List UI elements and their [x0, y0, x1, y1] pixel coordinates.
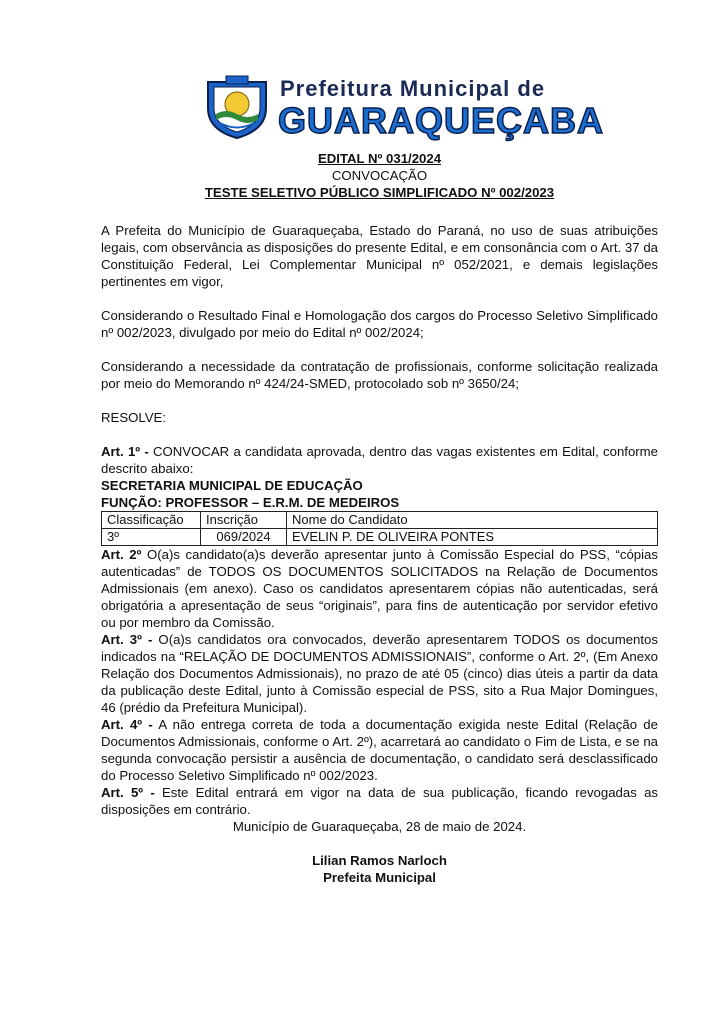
- municipal-crest-logo: [202, 74, 272, 140]
- date-line: Município de Guaraqueçaba, 28 de maio de 2024.: [232, 819, 527, 834]
- secretaria-heading: SECRETARIA MUNICIPAL DE EDUCAÇÃO: [101, 478, 363, 493]
- article-5-text: Este Edital entrará em vigor na data de sua publicação, ficando revogadas as disposições em contrário.: [101, 785, 658, 817]
- cell-inscricao: 069/2024: [201, 529, 287, 546]
- article-2-text: O(a)s candidato(a)s deverão apresentar junto à Comissão Especial do PSS, “cópias autenticadas” de TODOS OS DOCUMENTOS SOLICITADOS na Relação de Documentos Admissionais (em anexo). Caso os candidatos apresentarem cópias não autenticadas, será obrigatória a apresentação de seus “originais”, para fins de autenticação por servidor efetivo ou por membro da Comissão.: [101, 547, 658, 630]
- article-3: [101, 631, 658, 716]
- article-1-label: Art. 1º -: [101, 444, 149, 459]
- table-row: [102, 529, 658, 546]
- teste-seletivo-heading: TESTE SELETIVO PÚBLICO SIMPLIFICADO Nº 002/2023: [204, 185, 555, 200]
- header-inscricao: Inscrição: [201, 512, 287, 529]
- article-1-text: CONVOCAR a candidata aprovada, dentro das vagas existentes em Edital, conforme descrito abaixo:: [101, 444, 658, 476]
- convocacao-heading: CONVOCAÇÃO: [331, 168, 428, 183]
- funcao-heading: FUNÇÃO: PROFESSOR – E.R.M. DE MEDEIROS: [101, 495, 400, 510]
- article-2: [101, 546, 658, 631]
- letterhead-line1: Prefeitura Municipal de: [280, 76, 546, 101]
- article-3-text: O(a)s candidatos ora convocados, deverão apresentarem TODOS os documentos indicados na “RELAÇÃO DE DOCUMENTOS ADMISSIONAIS”, conforme o Art. 2º, (Em Anexo Relação dos Documentos Admissionais), no prazo de até 05 (cinco) dias úteis a partir da data da publicação deste Edital, junto à Comissão especial de PSS, sito a Rua Major Domingues, 46 (prédio da Prefeitura Municipal).: [101, 632, 658, 715]
- letterhead: [202, 74, 604, 144]
- article-4: [101, 716, 658, 784]
- article-5: [101, 784, 658, 818]
- cell-classificacao: 3º: [102, 529, 201, 546]
- letterhead-line2: GUARAQUEÇABA: [278, 100, 604, 141]
- considerando-resultado: Considerando o Resultado Final e Homologação dos cargos do Processo Seletivo Simplificado nº 002/2023, divulgado por meio do Edital nº 002/2024;: [101, 308, 658, 340]
- article-2-label: Art. 2º: [101, 547, 142, 562]
- document-body: [101, 150, 658, 886]
- edital-number: EDITAL Nº 031/2024: [317, 151, 442, 166]
- article-4-label: Art. 4º -: [101, 717, 153, 732]
- header-nome: Nome do Candidato: [287, 512, 658, 529]
- considerando-necessidade: Considerando a necessidade da contratação de profissionais, conforme solicitação realizada por meio do Memorando nº 424/24-SMED, protocolado sob nº 3650/24;: [101, 359, 658, 391]
- resolve-label: RESOLVE:: [101, 410, 166, 425]
- article-4-text: A não entrega correta de toda a documentação exigida neste Edital (Relação de Documentos Admissionais, conforme o Art. 2º), acarretará ao candidato o Fim de Lista, e se na segunda convocação persistir a ausência de documentação, o candidato será desclassificado do Processo Seletivo Simplificado nº 002/2023.: [101, 717, 658, 783]
- article-3-label: Art. 3º -: [101, 632, 153, 647]
- article-1: [101, 443, 658, 477]
- cell-nome: EVELIN P. DE OLIVEIRA PONTES: [287, 529, 658, 546]
- article-5-label: Art. 5º -: [101, 785, 155, 800]
- signatory-name: Lilian Ramos Narloch: [312, 853, 447, 868]
- signatory-role: Prefeita Municipal: [323, 870, 436, 885]
- header-classificacao: Classificação: [102, 512, 201, 529]
- candidate-table: [101, 511, 658, 546]
- table-header-row: [102, 512, 658, 529]
- intro-paragraph: A Prefeita do Município de Guaraqueçaba, Estado do Paraná, no uso de suas atribuições legais, com observância as disposições do presente Edital, e em consonância com o Art. 37 da Constituição Federal, Lei Complementar Municipal nº 052/2021, e demais legislações pertinentes em vigor,: [101, 223, 658, 289]
